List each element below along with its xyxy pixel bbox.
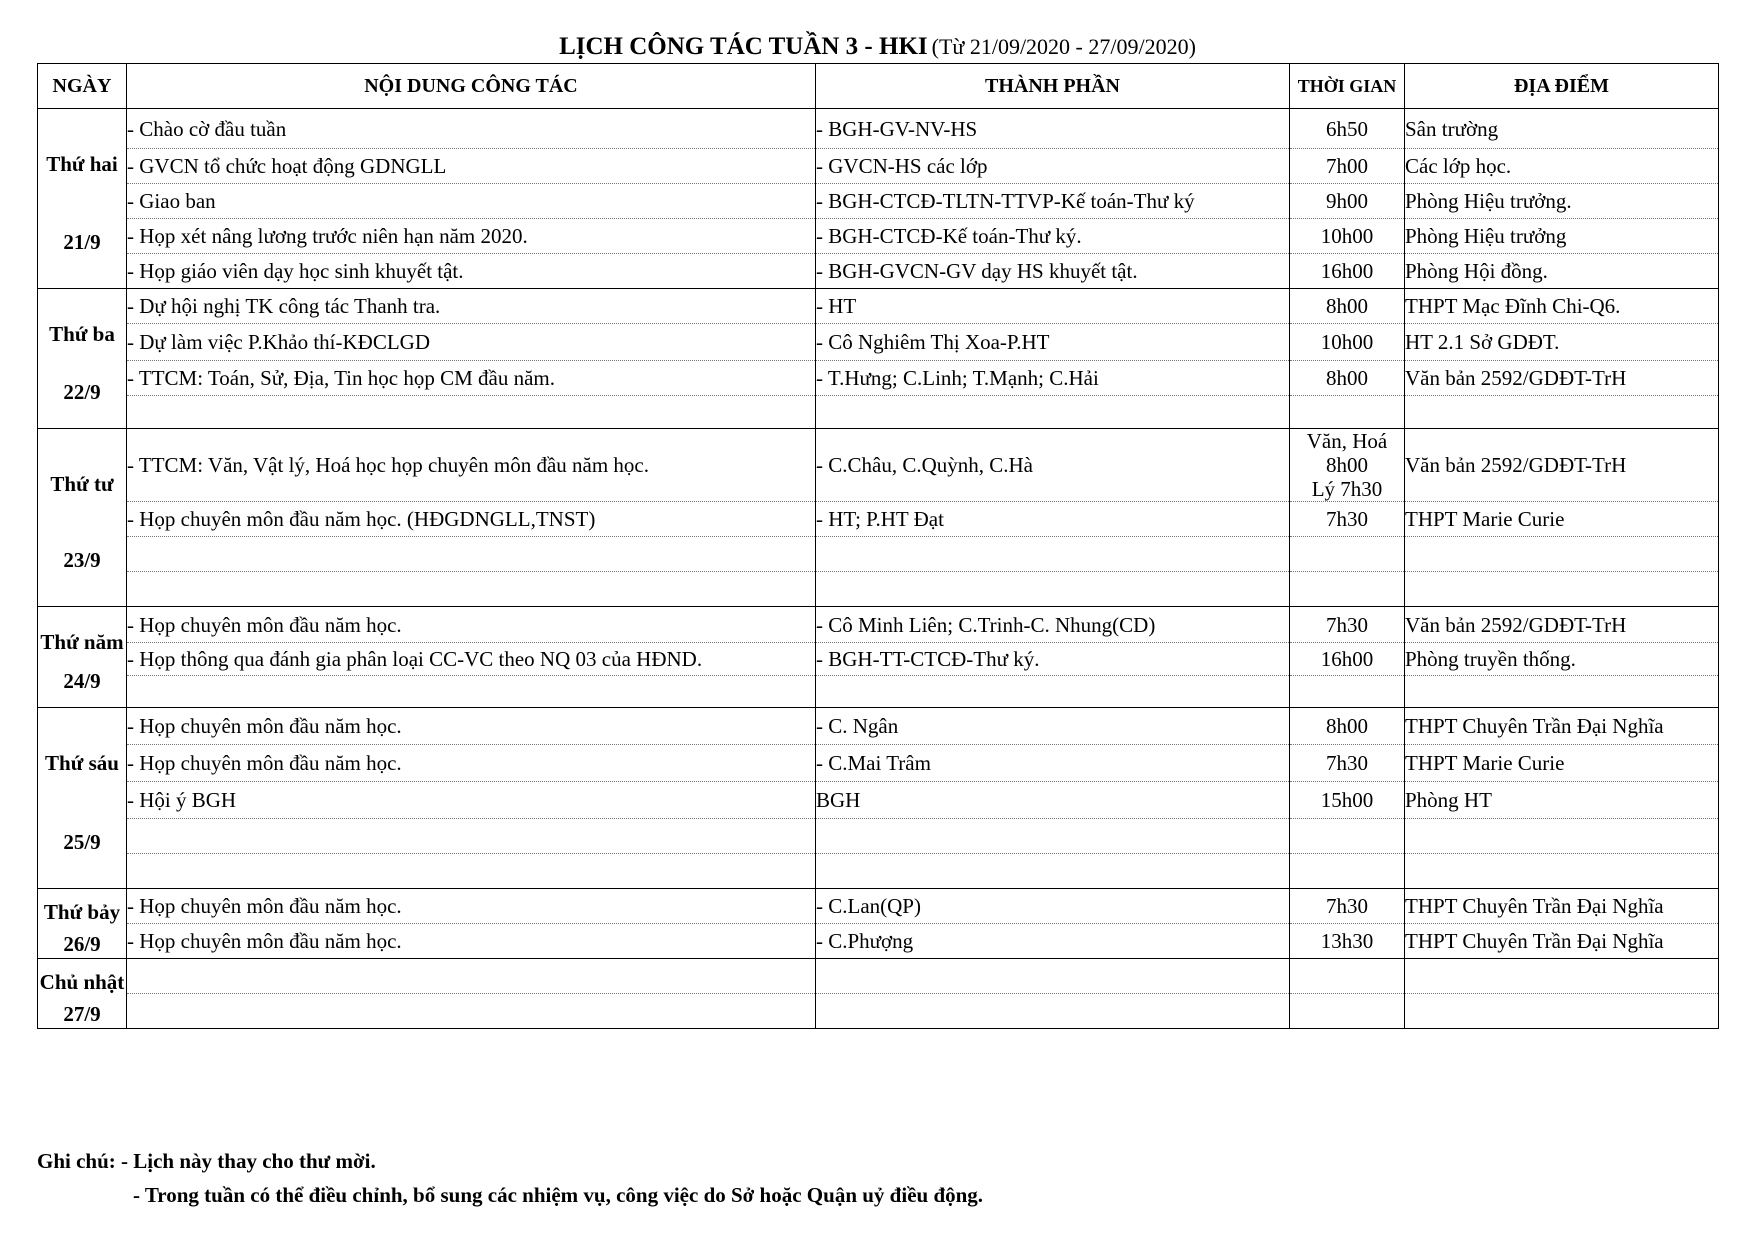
- place-cell: Văn bản 2592/GDĐT-TrH: [1405, 429, 1719, 502]
- place-cell: [1405, 676, 1719, 708]
- content-cell: [127, 819, 816, 854]
- table-row: [38, 502, 1719, 537]
- time-cell: 16h00: [1290, 643, 1405, 676]
- place-cell: THPT Chuyên Trần Đại Nghĩa: [1405, 924, 1719, 959]
- table-row: [38, 184, 1719, 219]
- table-row: [38, 676, 1719, 708]
- time-line: 8h00: [1326, 453, 1368, 477]
- content-cell: - Họp xét nâng lương trước niên hạn năm 2020.: [127, 219, 816, 254]
- time-cell: [1290, 994, 1405, 1029]
- content-cell: [127, 396, 816, 429]
- participants-cell: - BGH-GVCN-GV dạy HS khuyết tật.: [816, 254, 1290, 289]
- participants-cell: - GVCN-HS các lớp: [816, 149, 1290, 184]
- header-row: [38, 64, 1719, 109]
- place-cell: Các lớp học.: [1405, 149, 1719, 184]
- content-cell: - Họp giáo viên dạy học sinh khuyết tật.: [127, 254, 816, 289]
- place-cell: THPT Chuyên Trần Đại Nghĩa: [1405, 708, 1719, 745]
- place-cell: THPT Marie Curie: [1405, 745, 1719, 782]
- content-cell: - Họp chuyên môn đầu năm học.: [127, 924, 816, 959]
- day-date: 23/9: [63, 547, 101, 572]
- table-row: [38, 109, 1719, 149]
- time-cell: [1290, 676, 1405, 708]
- participants-cell: [816, 854, 1290, 889]
- participants-cell: [816, 676, 1290, 708]
- place-cell: [1405, 537, 1719, 572]
- day-date: 27/9: [63, 1001, 101, 1026]
- content-cell: [127, 572, 816, 607]
- participants-cell: [816, 537, 1290, 572]
- time-cell: 9h00: [1290, 184, 1405, 219]
- header-participants: THÀNH PHẦN: [816, 64, 1290, 109]
- content-cell: [127, 959, 816, 994]
- day-cell: [38, 959, 127, 1029]
- place-cell: [1405, 994, 1719, 1029]
- time-cell: 13h30: [1290, 924, 1405, 959]
- schedule-table: [37, 63, 1719, 1029]
- content-cell: [127, 994, 816, 1029]
- title-main: LỊCH CÔNG TÁC TUẦN 3 - HKI: [559, 33, 928, 60]
- place-cell: Phòng HT: [1405, 782, 1719, 819]
- day-name: Thứ năm: [40, 629, 124, 654]
- content-cell: - Họp chuyên môn đầu năm học.: [127, 889, 816, 924]
- participants-cell: - C.Lan(QP): [816, 889, 1290, 924]
- table-row: [38, 889, 1719, 924]
- content-cell: [127, 676, 816, 708]
- time-cell: 7h30: [1290, 889, 1405, 924]
- content-cell: - TTCM: Toán, Sử, Địa, Tin học họp CM đầu năm.: [127, 361, 816, 396]
- time-cell: 7h30: [1290, 502, 1405, 537]
- place-cell: Phòng Hiệu trưởng: [1405, 219, 1719, 254]
- place-cell: Phòng truyền thống.: [1405, 643, 1719, 676]
- notes-section: [37, 1144, 1717, 1212]
- participants-cell: - HT: [816, 289, 1290, 324]
- content-cell: - TTCM: Văn, Vật lý, Hoá học họp chuyên môn đầu năm học.: [127, 429, 816, 502]
- header-day: NGÀY: [38, 64, 127, 109]
- participants-cell: [816, 994, 1290, 1029]
- day-cell: [38, 889, 127, 959]
- day-name: Thứ ba: [49, 321, 115, 346]
- table-row: [38, 429, 1719, 502]
- table-row: [38, 572, 1719, 607]
- day-cell: [38, 109, 127, 289]
- content-cell: - Họp chuyên môn đầu năm học.: [127, 708, 816, 745]
- time-cell: [1290, 429, 1405, 502]
- notes-line-1: - Lịch này thay cho thư mời.: [115, 1149, 376, 1173]
- place-cell: THPT Marie Curie: [1405, 502, 1719, 537]
- header-place: ĐỊA ĐIỂM: [1405, 64, 1719, 109]
- time-cell: 7h30: [1290, 745, 1405, 782]
- day-cell: [38, 708, 127, 889]
- participants-cell: - T.Hưng; C.Linh; T.Mạnh; C.Hải: [816, 361, 1290, 396]
- content-cell: - Họp thông qua đánh gia phân loại CC-VC theo NQ 03 của HĐND.: [127, 643, 816, 676]
- time-cell: 8h00: [1290, 361, 1405, 396]
- place-cell: [1405, 959, 1719, 994]
- participants-cell: [816, 819, 1290, 854]
- participants-cell: BGH: [816, 782, 1290, 819]
- content-cell: - Chào cờ đầu tuần: [127, 109, 816, 149]
- place-cell: [1405, 819, 1719, 854]
- time-cell: [1290, 959, 1405, 994]
- content-cell: - Họp chuyên môn đầu năm học.: [127, 745, 816, 782]
- table-row: [38, 745, 1719, 782]
- time-cell: 16h00: [1290, 254, 1405, 289]
- day-cell: [38, 289, 127, 429]
- table-row: [38, 537, 1719, 572]
- time-cell: 8h00: [1290, 708, 1405, 745]
- participants-cell: - BGH-TT-CTCĐ-Thư ký.: [816, 643, 1290, 676]
- table-row: [38, 708, 1719, 745]
- participants-cell: [816, 959, 1290, 994]
- day-name: Thứ tư: [50, 471, 114, 496]
- table-row: [38, 959, 1719, 994]
- header-time: THỜI GIAN: [1290, 64, 1405, 109]
- content-cell: - Giao ban: [127, 184, 816, 219]
- time-cell: 10h00: [1290, 219, 1405, 254]
- day-cell: [38, 607, 127, 708]
- time-cell: 7h00: [1290, 149, 1405, 184]
- participants-cell: [816, 572, 1290, 607]
- table-row: [38, 782, 1719, 819]
- participants-cell: - Cô Nghiêm Thị Xoa-P.HT: [816, 324, 1290, 361]
- place-cell: THPT Chuyên Trần Đại Nghĩa: [1405, 889, 1719, 924]
- participants-cell: [816, 396, 1290, 429]
- day-name: Thứ sáu: [45, 750, 119, 775]
- content-cell: - Dự hội nghị TK công tác Thanh tra.: [127, 289, 816, 324]
- table-row: [38, 607, 1719, 643]
- content-cell: - GVCN tổ chức hoạt động GDNGLL: [127, 149, 816, 184]
- time-cell: 7h30: [1290, 607, 1405, 643]
- place-cell: Phòng Hiệu trưởng.: [1405, 184, 1719, 219]
- content-cell: - Họp chuyên môn đầu năm học. (HĐGDNGLL,TNST): [127, 502, 816, 537]
- day-date: 26/9: [63, 931, 101, 956]
- table-row: [38, 819, 1719, 854]
- day-date: 25/9: [63, 829, 101, 854]
- time-cell: 8h00: [1290, 289, 1405, 324]
- day-name: Chủ nhật: [39, 969, 125, 994]
- participants-cell: - C.Châu, C.Quỳnh, C.Hà: [816, 429, 1290, 502]
- participants-cell: - C. Ngân: [816, 708, 1290, 745]
- time-cell: [1290, 537, 1405, 572]
- participants-cell: - Cô Minh Liên; C.Trinh-C. Nhung(CD): [816, 607, 1290, 643]
- time-line: Văn, Hoá: [1306, 429, 1388, 453]
- participants-cell: - BGH-CTCĐ-TLTN-TTVP-Kế toán-Thư ký: [816, 184, 1290, 219]
- time-cell: 15h00: [1290, 782, 1405, 819]
- day-date: 21/9: [63, 229, 101, 254]
- place-cell: Văn bản 2592/GDĐT-TrH: [1405, 361, 1719, 396]
- place-cell: [1405, 396, 1719, 429]
- table-row: [38, 924, 1719, 959]
- content-cell: - Hội ý BGH: [127, 782, 816, 819]
- schedule-title: [36, 30, 1719, 64]
- notes-line-2: - Trong tuần có thể điều chỉnh, bổ sung các nhiệm vụ, công việc do Sở hoặc Quận uỷ điều động.: [133, 1183, 984, 1207]
- table-row: [38, 149, 1719, 184]
- title-date-range: (Từ 21/09/2020 - 27/09/2020): [931, 34, 1196, 59]
- table-row: [38, 289, 1719, 324]
- place-cell: [1405, 854, 1719, 889]
- day-date: 22/9: [63, 379, 101, 404]
- participants-cell: - BGH-GV-NV-HS: [816, 109, 1290, 149]
- table-row: [38, 643, 1719, 676]
- participants-cell: - BGH-CTCĐ-Kế toán-Thư ký.: [816, 219, 1290, 254]
- day-name: Thứ bảy: [43, 899, 121, 924]
- time-cell: 10h00: [1290, 324, 1405, 361]
- content-cell: - Dự làm việc P.Khảo thí-KĐCLGD: [127, 324, 816, 361]
- participants-cell: - C.Phượng: [816, 924, 1290, 959]
- place-cell: [1405, 572, 1719, 607]
- place-cell: HT 2.1 Sở GDĐT.: [1405, 324, 1719, 361]
- place-cell: THPT Mạc Đĩnh Chi-Q6.: [1405, 289, 1719, 324]
- participants-cell: - HT; P.HT Đạt: [816, 502, 1290, 537]
- day-cell: [38, 429, 127, 607]
- time-cell: [1290, 572, 1405, 607]
- time-cell: [1290, 854, 1405, 889]
- content-cell: [127, 537, 816, 572]
- table-row: [38, 994, 1719, 1029]
- table-row: [38, 219, 1719, 254]
- place-cell: Phòng Hội đồng.: [1405, 254, 1719, 289]
- day-name: Thứ hai: [46, 151, 118, 176]
- time-line: Lý 7h30: [1311, 477, 1383, 501]
- table-row: [38, 854, 1719, 889]
- time-cell: [1290, 819, 1405, 854]
- table-row: [38, 396, 1719, 429]
- notes-label: Ghi chú:: [37, 1149, 116, 1173]
- place-cell: Văn bản 2592/GDĐT-TrH: [1405, 607, 1719, 643]
- time-cell: 6h50: [1290, 109, 1405, 149]
- table-row: [38, 254, 1719, 289]
- content-cell: [127, 854, 816, 889]
- header-content: NỘI DUNG CÔNG TÁC: [127, 64, 816, 109]
- content-cell: - Họp chuyên môn đầu năm học.: [127, 607, 816, 643]
- table-row: [38, 361, 1719, 396]
- place-cell: Sân trường: [1405, 109, 1719, 149]
- day-date: 24/9: [63, 668, 101, 693]
- participants-cell: - C.Mai Trâm: [816, 745, 1290, 782]
- table-row: [38, 324, 1719, 361]
- schedule-body: [38, 109, 1719, 1029]
- time-cell: [1290, 396, 1405, 429]
